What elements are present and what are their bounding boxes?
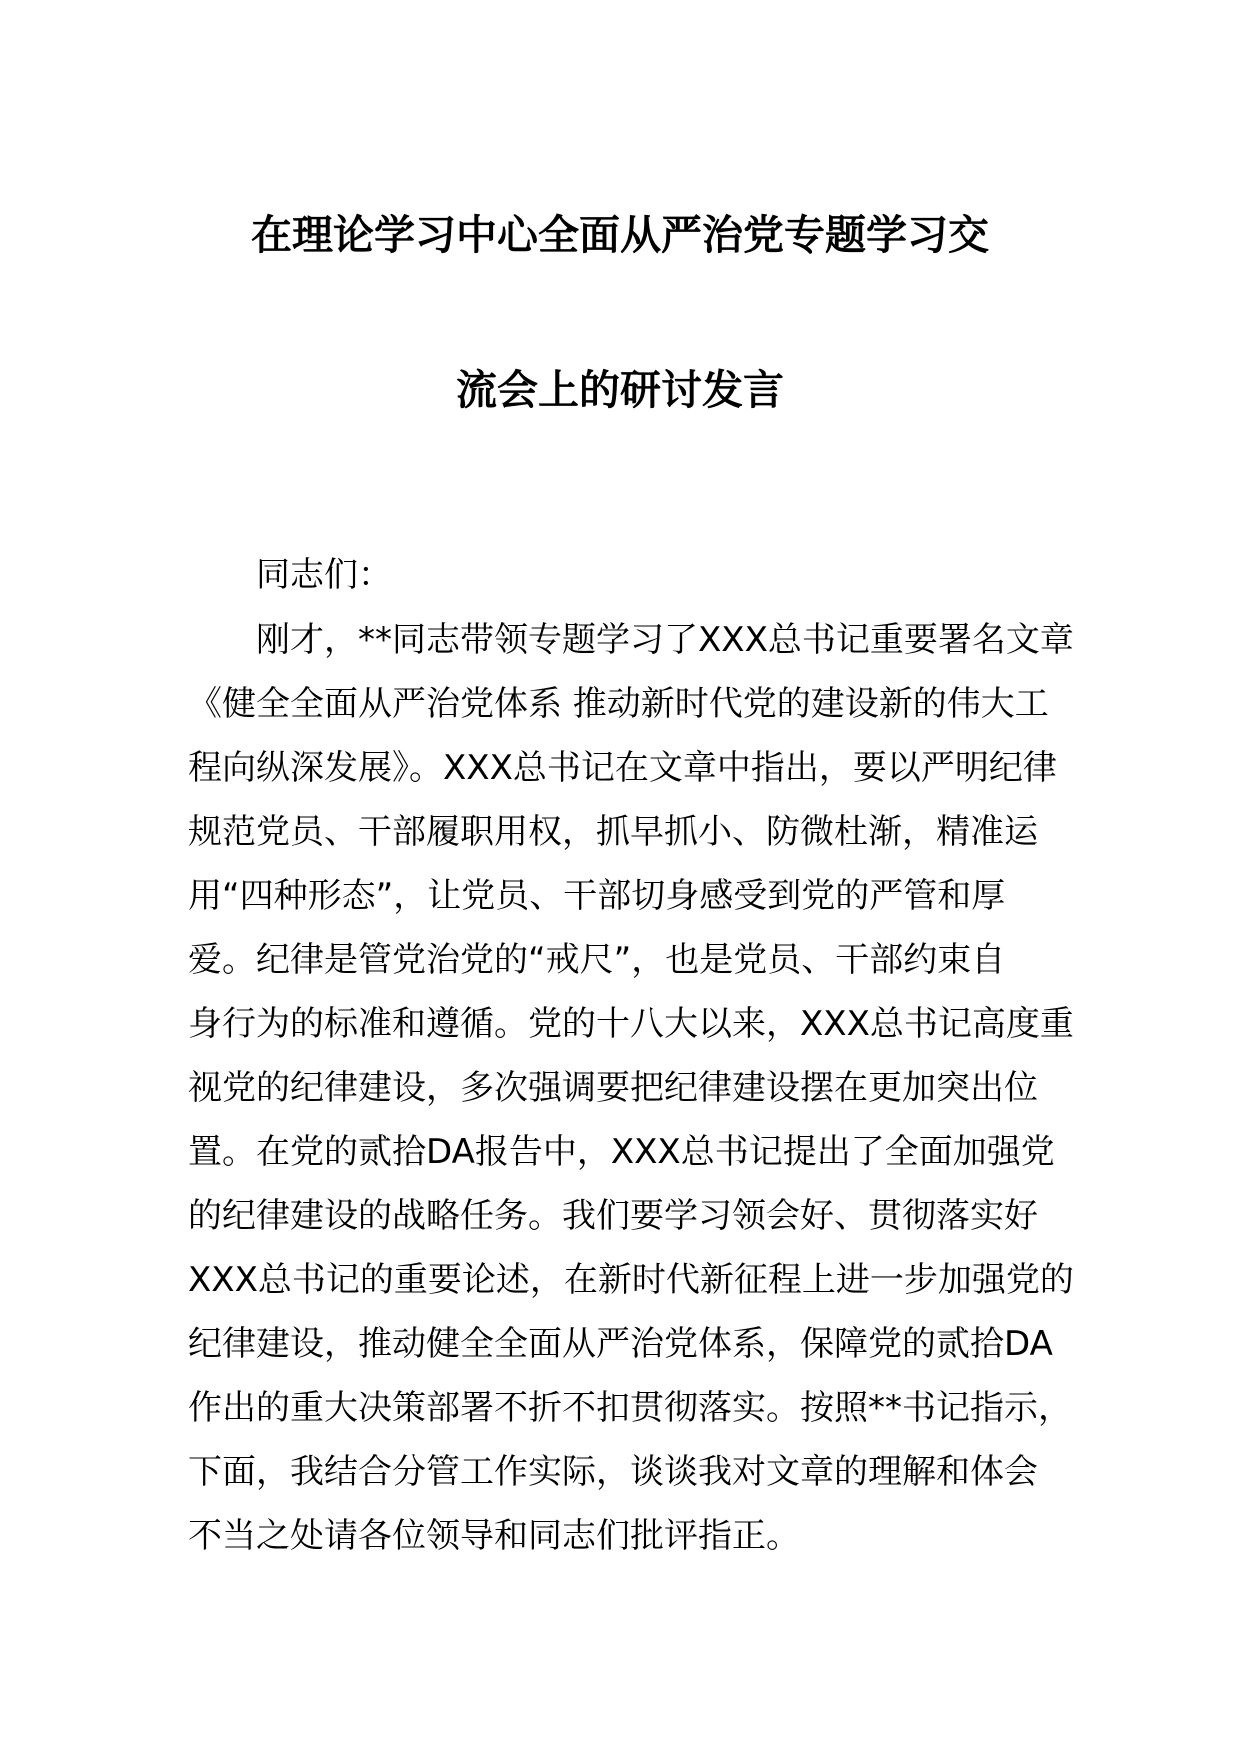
body-line: 身行为的标准和遵循。党的十八大以来，XXX总书记高度重: [188, 1004, 1074, 1044]
body-line: 爱。纪律是管党治党的“戒尺”，也是党员、干部约束自: [188, 940, 1006, 980]
salutation: 同志们：: [256, 555, 392, 595]
body-line: 下面，我结合分管工作实际，谈谈我对文章的理解和体会: [188, 1452, 1038, 1492]
body-line: 刚才，**同志带领专题学习了XXX总书记重要署名文章: [256, 620, 1074, 660]
body-line: 的纪律建设的战略任务。我们要学习领会好、贯彻落实好: [188, 1196, 1038, 1236]
body-line: 不当之处请各位领导和同志们批评指正。: [188, 1516, 800, 1556]
body-line: XXX总书记的重要论述，在新时代新征程上进一步加强党的: [188, 1260, 1074, 1300]
body-line: 作出的重大决策部署不折不扣贯彻落实。按照**书记指示，: [188, 1388, 1072, 1428]
body-line: 纪律建设，推动健全全面从严治党体系，保障党的贰拾DA: [188, 1324, 1053, 1364]
body-line: 视党的纪律建设，多次强调要把纪律建设摆在更加突出位: [188, 1068, 1038, 1108]
body-line: 《健全全面从严治党体系 推动新时代党的建设新的伟大工: [188, 684, 1049, 724]
document-title-line-2: 流会上的研讨发言: [456, 366, 784, 414]
document-title-line-1: 在理论学习中心全面从严治党专题学习交: [251, 211, 989, 259]
body-line: 规范党员、干部履职用权，抓早抓小、防微杜渐，精准运: [188, 812, 1038, 852]
body-line: 用“四种形态”，让党员、干部切身感受到党的严管和厚: [188, 876, 1006, 916]
body-line: 程向纵深发展》。XXX总书记在文章中指出，要以严明纪律: [188, 748, 1057, 788]
body-line: 置。在党的贰拾DA报告中，XXX总书记提出了全面加强党: [188, 1132, 1055, 1172]
